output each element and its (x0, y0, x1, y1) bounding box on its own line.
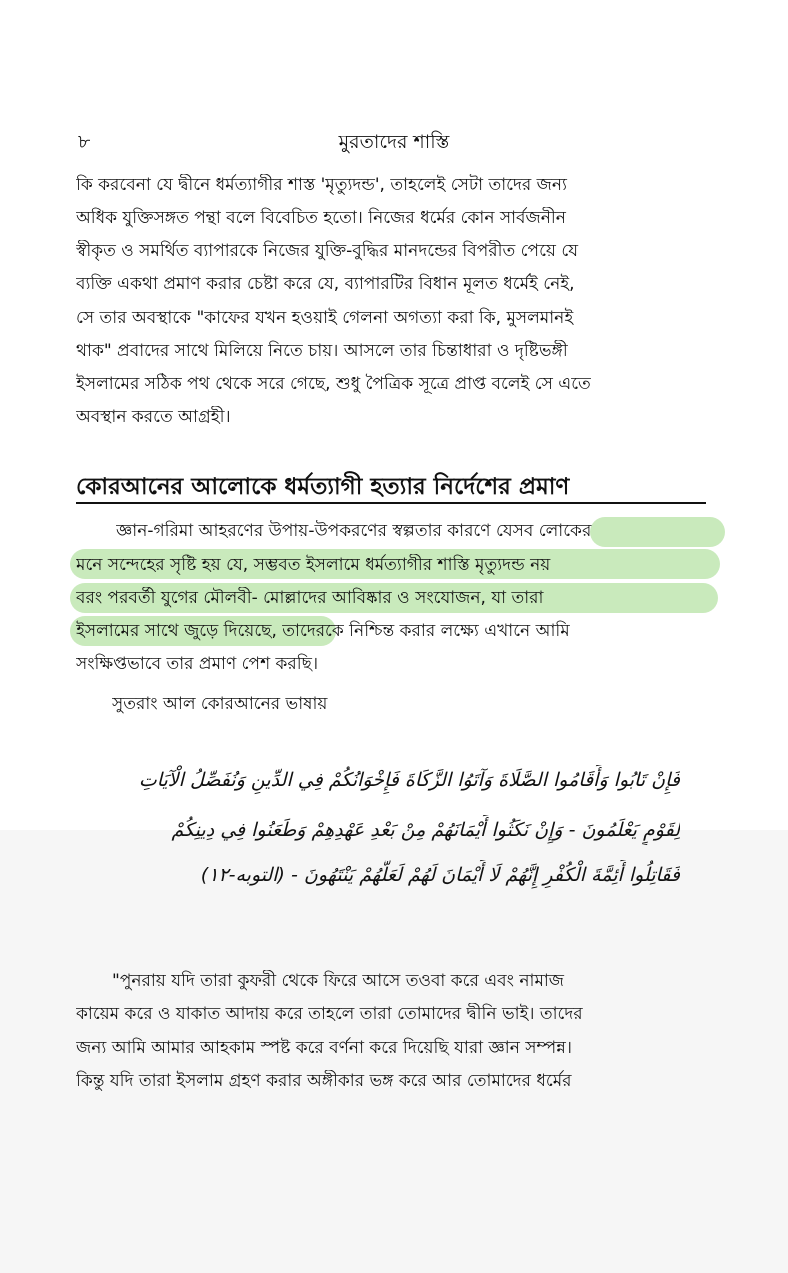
paragraph-line: বরং পরবর্তী যুগের মৌলবী- মোল্লাদের আবিষ্কার ও সংযোজন, যা তারা (76, 588, 544, 608)
paragraph-line: কায়েম করে ও যাকাত আদায় করে তাহলে তারা তোমাদের দ্বীনি ভাই। তাদের (76, 1004, 583, 1024)
paragraph-line: মনে সন্দেহের সৃষ্টি হয় যে, সম্ভবত ইসলামে ধর্মত্যাগীর শাস্তি মৃত্যুদন্ড নয় (76, 555, 551, 575)
paragraph-line: অবস্থান করতে আগ্রহী। (76, 407, 231, 427)
paragraph-line: থাক" প্রবাদের সাথে মিলিয়ে নিতে চায়। আসলে তার চিন্তাধারা ও দৃষ্টিভঙ্গী (76, 341, 568, 361)
paragraph-line: সংক্ষিপ্তভাবে তার প্রমাণ পেশ করছি। (76, 654, 319, 674)
paragraph-line: "পুনরায় যদি তারা কুফরী থেকে ফিরে আসে তওবা করে এবং নামাজ (112, 971, 565, 991)
paragraph-line: স্বীকৃত ও সমর্থিত ব্যাপারকে নিজের যুক্তি-বুদ্ধির মানদন্ডের বিপরীত পেয়ে যে (76, 241, 579, 261)
arabic-verse-line: لِقَوْمٍ يَعْلَمُونَ - وَإِنْ نَكَثُوا أَيْمَانَهُمْ مِنْ بَعْدِ عَهْدِهِمْ وَطَعَنُوا فِي دِينِكُمْ (171, 819, 680, 841)
paragraph-line: জন্য আমি আমার আহকাম স্পষ্ট করে বর্ণনা করে দিয়েছি যারা জ্ঞান সম্পন্ন। (76, 1038, 572, 1058)
paragraph-line: ইসলামের সঠিক পথ থেকে সরে গেছে, শুধু পৈত্রিক সূত্রে প্রাপ্ত বলেই সে এতে (76, 374, 591, 394)
paragraph-line: অধিক যুক্তিসঙ্গত পন্থা বলে বিবেচিত হতো। নিজের ধর্মের কোন সার্বজনীন (76, 208, 566, 228)
paragraph-line: কি করবেনা যে দ্বীনে ধর্মত্যাগীর শাস্ত 'মৃত্যুদন্ড', তাহলেই সেটা তাদের জন্য (76, 175, 567, 195)
paragraph-line: সে তার অবস্থাকে "কাফের যখন হওয়াই গেলনা অগত্যা করা কি, মুসলমানই (76, 308, 574, 328)
section-heading: কোরআনের আলোকে ধর্মত্যাগী হত্যার নির্দেশের প্রমাণ (76, 472, 706, 504)
paragraph-line: কিন্তু যদি তারা ইসলাম গ্রহণ করার অঙ্গীকার ভঙ্গ করে আর তোমাদের ধর্মের (76, 1071, 572, 1091)
paragraph-line: ব্যক্তি একথা প্রমাণ করার চেষ্টা করে যে, ব্যাপারটির বিধান মূলত ধর্মেই নেই, (76, 274, 575, 294)
running-title: মুরতাদের শাস্তি (338, 131, 450, 153)
paragraph-line: জ্ঞান-গরিমা আহরণের উপায়-উপকরণের স্বল্পতার কারণে যেসব লোকের (116, 521, 592, 541)
paragraph-line: ইসলামের সাথে জুড়ে দিয়েছে, তাদেরকে নিশ্চিন্ত করার লক্ষ্যে এখানে আমি (76, 621, 570, 641)
arabic-verse-line: فَإِنْ تَابُوا وَأَقَامُوا الصَّلَاةَ وَآتَوُا الزَّكَاةَ فَإِخْوَانُكُمْ فِي الدِّينِ وَنُفَصِّلُ الْآيَاتِ (138, 769, 680, 791)
page-number: ৮ (78, 131, 91, 153)
intro-line: সুতরাং আল কোরআনের ভাষায় (112, 694, 328, 714)
arabic-verse-line: فَقَاتِلُوا أَئِمَّةَ الْكُفْرِ إِنَّهُمْ لَا أَيْمَانَ لَهُمْ لَعَلَّهُمْ يَنْتَهُونَ - (التوبه-١٢) (200, 864, 680, 886)
page-header (78, 128, 710, 156)
